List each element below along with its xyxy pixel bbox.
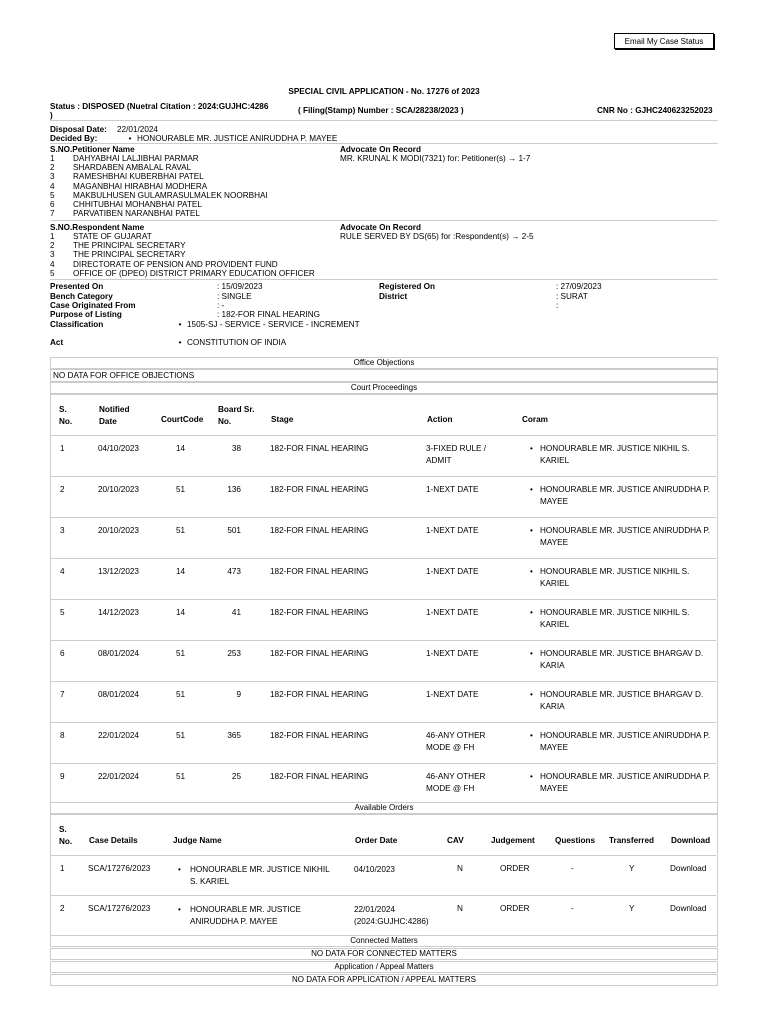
classification-value: • 1505-SJ - SERVICE - SERVICE - INCREMENT [173, 320, 360, 329]
list-item: 6 CHHITUBHAI MOHANBHAI PATEL [50, 200, 202, 210]
cell-board: 41 [231, 608, 241, 617]
table-row [50, 517, 716, 558]
cell-action: 3-FIXED RULE / ADMIT [426, 444, 487, 465]
cell-board: 25 [231, 772, 241, 781]
cell-coram: • HONOURABLE MR. JUSTICE ANIRUDDHA P. MAYEE [528, 525, 720, 548]
cell-cav: N [457, 864, 463, 873]
case-origin-right-value: : [556, 301, 559, 310]
cell-stage: 182-FOR FINAL HEARING [270, 731, 369, 740]
cell-sno: 7 [60, 690, 65, 699]
list-item: 3 RAMESHBHAI KUBERBHAI PATEL [50, 172, 204, 182]
col-case-details: Case Details [89, 836, 138, 845]
list-item: 1 DAHYABHAI LALJIBHAI PARMAR [50, 154, 199, 163]
col-questions: Questions [555, 836, 596, 845]
cell-stage: 182-FOR FINAL HEARING [270, 444, 369, 453]
cell-stage: 182-FOR FINAL HEARING [270, 526, 369, 535]
list-item: 5 OFFICE OF (DPEO) DISTRICT PRIMARY EDUCATION OFFICER [50, 268, 315, 278]
status-text-cont: ) [50, 111, 53, 120]
cell-date: 08/01/2024 [98, 649, 139, 658]
table-row [50, 558, 716, 599]
office-objections-text: NO DATA FOR OFFICE OBJECTIONS [53, 371, 195, 380]
cell-coram: • HONOURABLE MR. JUSTICE NIKHIL S. KARIEL [528, 566, 720, 589]
cell-coram: • HONOURABLE MR. JUSTICE NIKHIL S. KARIEL [528, 443, 720, 466]
appeal-matters-header: Application / Appeal Matters [50, 961, 718, 973]
cell-stage: 182-FOR FINAL HEARING [270, 649, 369, 658]
purpose-value: : 182-FOR FINAL HEARING [217, 310, 320, 319]
act-value: • CONSTITUTION OF INDIA [173, 338, 286, 347]
appeal-matters-text: NO DATA FOR APPLICATION / APPEAL MATTERS [50, 974, 718, 986]
table-row [50, 435, 716, 476]
cell-courtcode: 51 [176, 731, 186, 740]
registered-on-label: Registered On [379, 282, 435, 291]
list-item: 1 STATE OF GUJARAT [50, 232, 152, 241]
cell-date: 13/12/2023 [98, 567, 139, 576]
available-orders-header: Available Orders [50, 802, 718, 814]
cell-sno: 4 [60, 567, 65, 576]
cell-courtcode: 51 [176, 649, 186, 658]
case-title: SPECIAL CIVIL APPLICATION - No. 17276 of 2023 [288, 87, 480, 96]
registered-on-value: : 27/09/2023 [556, 282, 602, 291]
presented-on-value: : 15/09/2023 [217, 282, 263, 291]
act-label: Act [50, 338, 64, 347]
cell-date: 08/01/2024 [98, 690, 139, 699]
col-notified-date: Notified Date [99, 405, 130, 426]
cell-judge: • HONOURABLE MR. JUSTICE ANIRUDDHA P. MAYEE [178, 905, 301, 926]
cell-coram: • HONOURABLE MR. JUSTICE BHARGAV D. KARIA [528, 648, 720, 671]
purpose-label: Purpose of Listing [50, 310, 122, 319]
cell-judgement: ORDER [500, 904, 530, 913]
cell-case: SCA/17276/2023 [88, 864, 151, 873]
cell-judgement: ORDER [500, 864, 530, 873]
respondent-header: S.NO.Respondent Name [50, 223, 145, 232]
cell-sno: 1 [60, 444, 65, 453]
cell-order-date: 04/10/2023 [354, 865, 395, 874]
divider [50, 120, 718, 121]
decided-by-label: Decided By: [50, 134, 98, 143]
cell-board: 253 [227, 649, 241, 658]
cell-stage: 182-FOR FINAL HEARING [270, 690, 369, 699]
cell-sno: 9 [60, 772, 65, 781]
cell-stage: 182-FOR FINAL HEARING [270, 567, 369, 576]
court-proceedings-header: Court Proceedings [50, 382, 718, 394]
list-item: 5 MAKBULHUSEN GULAMRASULMALEK NOORBHAI [50, 190, 268, 200]
cell-board: 365 [227, 731, 241, 740]
table-row [50, 476, 716, 517]
table-row [50, 640, 716, 681]
cell-case: SCA/17276/2023 [88, 904, 151, 913]
disposal-date-value: 22/01/2024 [117, 125, 158, 134]
cell-sno: 6 [60, 649, 65, 658]
cell-sno: 5 [60, 608, 65, 617]
cell-stage: 182-FOR FINAL HEARING [270, 485, 369, 494]
petitioner-advocate-header: Advocate On Record [340, 145, 421, 154]
cell-date: 22/01/2024 [98, 772, 139, 781]
email-case-status-button[interactable]: Email My Case Status [614, 33, 714, 49]
table-row [50, 895, 716, 936]
presented-on-label: Presented On [50, 282, 104, 291]
cell-cav: N [457, 904, 463, 913]
col-courtcode: CourtCode [161, 415, 204, 424]
cell-coram: • HONOURABLE MR. JUSTICE BHARGAV D. KARIA [528, 689, 720, 712]
cell-board: 501 [227, 526, 241, 535]
table-row [50, 681, 716, 722]
bullet-icon [173, 338, 187, 347]
download-link[interactable]: Download [670, 904, 707, 913]
cell-date: 20/10/2023 [98, 526, 139, 535]
cell-sno: 2 [60, 485, 65, 494]
cell-sno: 1 [60, 864, 65, 873]
disposal-date-label: Disposal Date: [50, 125, 107, 134]
cell-action: 1-NEXT DATE [426, 690, 479, 699]
col-transferred: Transferred [609, 836, 655, 845]
cell-action: 1-NEXT DATE [426, 485, 479, 494]
col-order-date: Order Date [355, 836, 398, 845]
district-value: : SURAT [556, 292, 588, 301]
cell-sno: 2 [60, 904, 65, 913]
status-text: Status : DISPOSED (Nuetral Citation : 2024:GUJHC:4286 [50, 102, 269, 111]
cell-stage: 182-FOR FINAL HEARING [270, 772, 369, 781]
cell-courtcode: 51 [176, 772, 186, 781]
cell-coram: • HONOURABLE MR. JUSTICE NIKHIL S. KARIEL [528, 607, 720, 630]
col-stage: Stage [271, 415, 294, 424]
cnr-number: CNR No : GJHC240623252023 [597, 106, 713, 115]
table-row [50, 763, 716, 804]
list-item: 7 PARVATIBEN NARANBHAI PATEL [50, 209, 200, 219]
table-row [50, 722, 716, 763]
table-row [50, 855, 716, 896]
list-item: 4 DIRECTORATE OF PENSION AND PROVIDENT FUND [50, 259, 278, 269]
cell-coram: • HONOURABLE MR. JUSTICE ANIRUDDHA P. MAYEE [528, 484, 720, 507]
cell-courtcode: 51 [176, 526, 186, 535]
district-label: District [379, 292, 408, 301]
cell-sno: 8 [60, 731, 65, 740]
cell-stage: 182-FOR FINAL HEARING [270, 608, 369, 617]
cell-board: 473 [227, 567, 241, 576]
col-judgement: Judgement [491, 836, 535, 845]
divider [50, 220, 718, 221]
decided-by-value [123, 134, 337, 143]
cell-courtcode: 51 [176, 485, 186, 494]
cell-date: 20/10/2023 [98, 485, 139, 494]
cell-transferred: Y [629, 864, 635, 873]
cell-board: 136 [227, 485, 241, 494]
col-board: Board Sr. No. [218, 405, 255, 426]
cell-courtcode: 51 [176, 690, 186, 699]
petitioner-list [50, 154, 268, 218]
divider [50, 279, 718, 280]
cell-coram: • HONOURABLE MR. JUSTICE ANIRUDDHA P. MAYEE [528, 730, 720, 753]
cell-order-date: 22/01/2024 (2024:GUJHC:4286) [354, 905, 429, 926]
connected-matters-text: NO DATA FOR CONNECTED MATTERS [50, 948, 718, 960]
case-origin-label: Case Originated From [50, 301, 136, 310]
cell-date: 04/10/2023 [98, 444, 139, 453]
cell-courtcode: 14 [176, 608, 186, 617]
cell-action: 1-NEXT DATE [426, 608, 479, 617]
case-origin-value: : - [217, 301, 225, 310]
decided-by-judge: HONOURABLE MR. JUSTICE ANIRUDDHA P. MAYEE [137, 134, 338, 143]
connected-matters-header: Connected Matters [50, 935, 718, 947]
list-item: 2 THE PRINCIPAL SECRETARY [50, 241, 186, 251]
table-row [50, 599, 716, 640]
cell-coram: • HONOURABLE MR. JUSTICE ANIRUDDHA P. MAYEE [528, 771, 720, 794]
cell-action: 1-NEXT DATE [426, 526, 479, 535]
col-cav: CAV [447, 836, 464, 845]
respondent-advocate-header: Advocate On Record [340, 223, 421, 232]
list-item: 4 MAGANBHAI HIRABHAI MODHERA [50, 181, 208, 191]
cell-judge: • HONOURABLE MR. JUSTICE NIKHIL S. KARIEL [178, 865, 330, 886]
petitioner-advocate: MR. KRUNAL K MODI(7321) for: Petitioner(s) → 1-7 [340, 154, 531, 163]
col-download: Download [671, 836, 711, 845]
bench-category-value: : SINGLE [217, 292, 252, 301]
col-coram: Coram [522, 415, 548, 424]
cell-date: 14/12/2023 [98, 608, 139, 617]
col-sno: S. No. [59, 405, 73, 426]
cell-courtcode: 14 [176, 444, 186, 453]
cell-transferred: Y [629, 904, 635, 913]
cell-courtcode: 14 [176, 567, 186, 576]
cell-questions: - [571, 904, 574, 913]
cell-board: 38 [231, 444, 241, 453]
bullet-icon [173, 320, 187, 329]
col-judge-name: Judge Name [173, 836, 222, 845]
cell-sno: 3 [60, 526, 65, 535]
respondent-advocate: RULE SERVED BY DS(65) for :Respondent(s) → 2-5 [340, 232, 534, 241]
divider [50, 143, 718, 144]
cell-board: 9 [236, 690, 241, 699]
cell-action: 46-ANY OTHER MODE @ FH [426, 772, 486, 793]
filing-number: ( Filing(Stamp) Number : SCA/28238/2023 ) [298, 106, 464, 115]
list-item: 2 SHARDABEN AMBALAL RAVAL [50, 163, 192, 173]
download-link[interactable]: Download [670, 864, 707, 873]
cell-action: 46-ANY OTHER MODE @ FH [426, 731, 486, 752]
cell-action: 1-NEXT DATE [426, 567, 479, 576]
cell-date: 22/01/2024 [98, 731, 139, 740]
respondent-list [50, 232, 315, 278]
bullet-icon [123, 134, 137, 143]
cell-questions: - [571, 864, 574, 873]
bench-category-label: Bench Category [50, 292, 113, 301]
cell-action: 1-NEXT DATE [426, 649, 479, 658]
office-objections-header: Office Objections [50, 357, 718, 369]
office-objections-box [50, 369, 718, 382]
list-item: 3 THE PRINCIPAL SECRETARY [50, 250, 186, 260]
petitioner-header: S.NO.Petitioner Name [50, 145, 135, 154]
classification-label: Classification [50, 320, 104, 329]
col-sno: S. No. [59, 825, 73, 846]
col-action: Action [427, 415, 453, 424]
